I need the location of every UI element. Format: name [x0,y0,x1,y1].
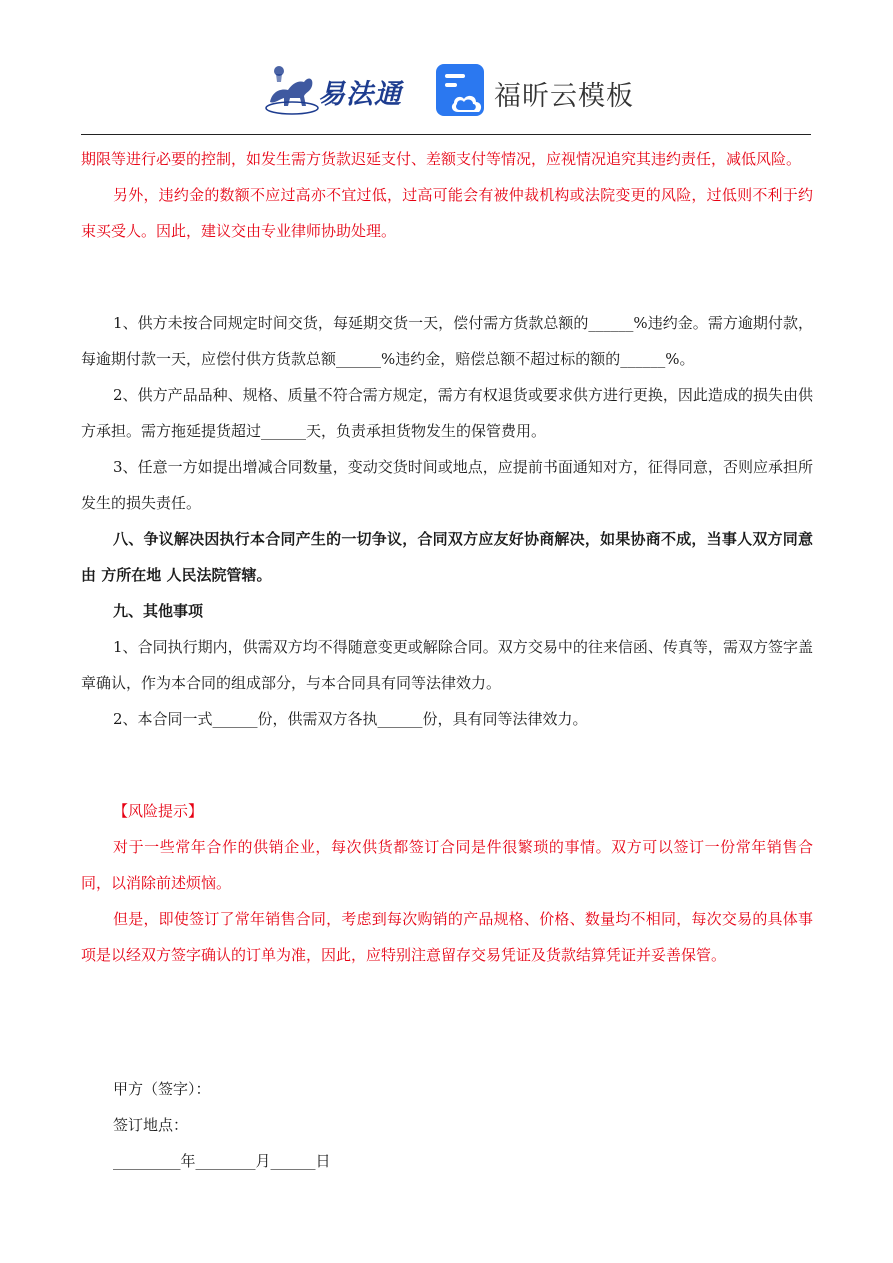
other-item-1: 1、合同执行期内，供需双方均不得随意变更或解除合同。双方交易中的往来信函、传真等，需双方签字盖章确认，作为本合同的组成部分，与本合同具有同等法律效力。 [81,638,813,692]
yifatong-logo-text: 易法通 [318,79,402,110]
section-8-dispute: 八、争议解决因执行本合同产生的一切争议，合同双方应友好协商解决，如果协商不成，当事人双方同意由 方所在地 人民法院管辖。 [81,530,813,584]
fuxin-logo-text: 福昕云模板 [494,81,634,112]
yifatong-logo [262,62,412,118]
spacer [81,249,813,305]
section-9-heading: 九、其他事项 [113,602,204,620]
lion-emblem-icon [262,62,322,118]
clause-1: 1、供方未按合同规定时间交货，每延期交货一天，偿付需方货款总额的______%违约金。需方逾期付款，每逾期付款一天，应偿付供方货款总额______%违约金，赔偿总额不超过标的额的______%。 [81,314,813,368]
page-header [0,0,893,135]
document-body [81,141,813,1179]
risk-paragraph-2: 但是，即使签订了常年销售合同，考虑到每次购销的产品规格、价格、数量均不相同，每次交易的具体事项是以经双方签字确认的订单为准，因此，应特别注意留存交易凭证及货款结算凭证并妥善保管。 [81,910,813,964]
risk-title: 【风险提示】 [113,802,204,820]
spacer [81,973,813,1071]
clause-3: 3、任意一方如提出增减合同数量，变动交货时间或地点，应提前书面通知对方，征得同意，否则应承担所发生的损失责任。 [81,458,813,512]
cloud-document-icon [436,64,488,118]
clause-2: 2、供方产品品种、规格、质量不符合需方规定，需方有权退货或要求供方进行更换，因此造成的损失由供方承担。需方拖延提货超过______天，负责承担货物发生的保管费用。 [81,386,813,440]
signature-party-a: 甲方（签字）： [113,1080,211,1098]
spacer [81,737,813,793]
fuxin-logo [436,64,636,120]
header-divider [81,134,811,135]
risk-paragraph-1: 对于一些常年合作的供销企业，每次供货都签订合同是件很繁琐的事情。双方可以签订一份常年销售合同，以消除前述烦恼。 [81,838,813,892]
signing-place: 签订地点： [113,1116,189,1134]
risk-paragraph-penalty: 另外，违约金的数额不应过高亦不宜过低，过高可能会有被仲裁机构或法院变更的风险，过低则不利于约束买受人。因此，建议交由专业律师协助处理。 [81,186,813,240]
risk-paragraph-continued: 期限等进行必要的控制，如发生需方货款迟延支付、差额支付等情况，应视情况追究其违约责任，减低风险。 [81,150,802,168]
other-item-2: 2、本合同一式______份，供需双方各执______份，具有同等法律效力。 [113,710,588,728]
signing-date: _________年________月______日 [113,1152,331,1170]
